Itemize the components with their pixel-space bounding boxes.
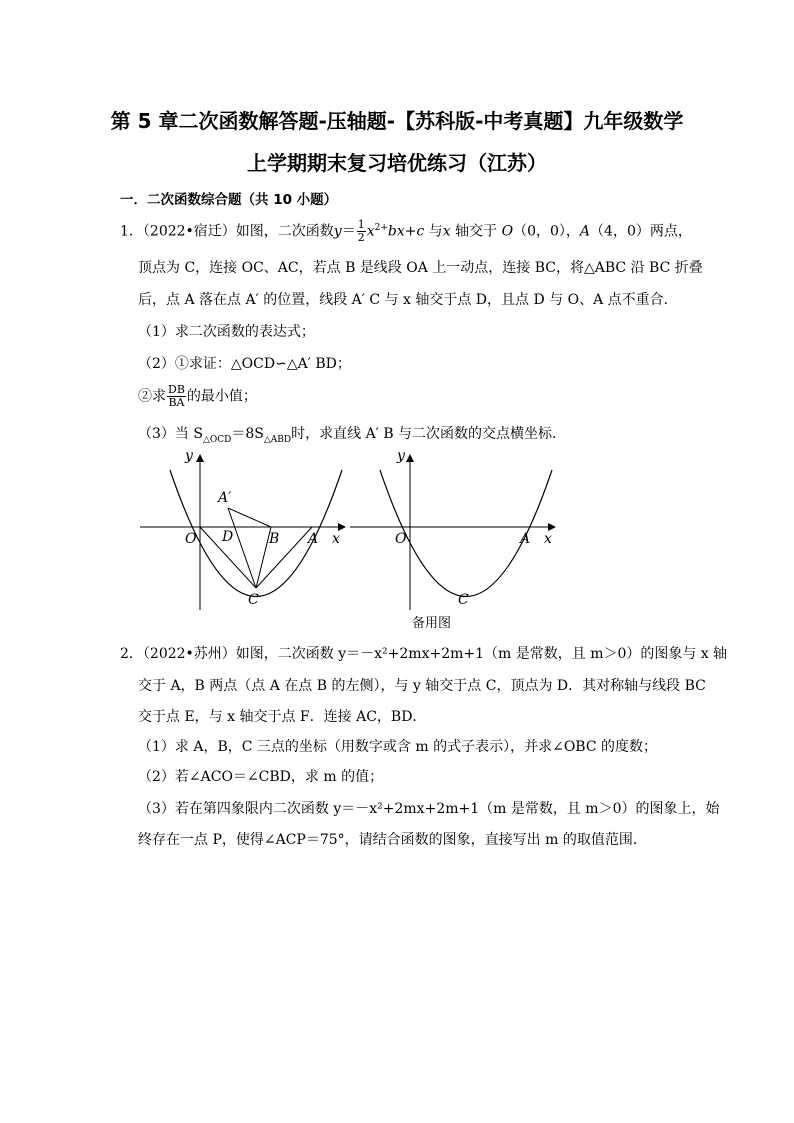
q2-part2: （2）若∠ACO＝∠CBD，求 m 的值； xyxy=(138,769,384,785)
q1-coord-O: （0，0）， xyxy=(513,223,580,240)
label-Ap: A′ xyxy=(218,490,232,506)
q1-figures xyxy=(135,450,565,640)
q1-fraction xyxy=(357,219,366,244)
q1-intersect: 轴交于 xyxy=(450,223,502,240)
q1-part2b-den: BA xyxy=(168,396,185,409)
segment-ApC xyxy=(228,508,256,588)
q1-var-y: y xyxy=(333,223,342,240)
label-y: y xyxy=(185,450,193,464)
q1-part2b xyxy=(138,384,257,409)
segment-ApB xyxy=(228,508,271,527)
label-O-backup: O xyxy=(395,531,407,547)
q1-x-axis: x xyxy=(442,223,451,240)
q1-figure-backup xyxy=(350,450,555,610)
label-C-backup: C xyxy=(458,592,469,608)
q1-part2b-post: 的最小值； xyxy=(186,388,257,405)
q1-part1: （1）求二次函数的表达式； xyxy=(138,324,315,340)
q1-exp: 2+ xyxy=(374,223,388,233)
document-title-line1: 第 5 章二次函数解答题-压轴题-【苏科版-中考真题】九年级数学 xyxy=(110,109,684,133)
q1-line1 xyxy=(120,218,692,244)
q1-part3-b: ＝8S xyxy=(231,426,264,442)
label-x-backup: x xyxy=(544,531,552,547)
q1-part2b-fraction xyxy=(167,384,186,409)
label-A: A xyxy=(308,531,319,547)
q1-var-x: x xyxy=(366,223,375,240)
q1-point-A: A xyxy=(579,223,591,240)
label-y-backup: y xyxy=(397,450,405,464)
q1-part2: （2）①求证：△OCD∽△A′ BD； xyxy=(138,356,351,372)
q2-line3: 交于点 E，与 x 轴交于点 F．连接 AC，BD． xyxy=(138,709,427,725)
label-A-backup: A xyxy=(520,531,531,547)
q1-part3-a: （3）当 S xyxy=(138,426,203,442)
section-heading: 一．二次函数综合题（共 10 小题） xyxy=(120,192,338,208)
q2-part1: （1）求 A，B，C 三点的坐标（用数字或含 m 的式子表示），并求∠OBC 的度数； xyxy=(138,739,658,755)
q1-part3-sub2: △ABD xyxy=(263,434,292,445)
q2-part3a: （3）若在第四象限内二次函数 y＝－x²+2mx+2m+1（m 是常数，且 m＞0）的图象上，始 xyxy=(138,801,720,817)
q1-line1-text: 1．（2022•宿迁）如图，二次函数 xyxy=(120,223,334,240)
q1-and: 与 xyxy=(424,223,443,240)
label-O: O xyxy=(185,531,197,547)
q1-part3 xyxy=(138,424,566,450)
q1-part2b-pre: ②求 xyxy=(138,388,166,405)
q1-point-O: O xyxy=(501,223,514,240)
q2-line2: 交于 A，B 两点（点 A 在点 B 的左侧），与 y 轴交于点 C，顶点为 D．其对称轴与线段 BC xyxy=(138,678,706,694)
q1-coord-A: （4，0）两点， xyxy=(590,223,692,240)
q2-line1: 2．（2022•苏州）如图，二次函数 y＝－x²+2mx+2m+1（m 是常数，且 m＞0）的图象与 x 轴 xyxy=(120,646,728,662)
q1-frac-num: 1 xyxy=(357,218,365,232)
label-C: C xyxy=(248,592,259,608)
document-title-line2: 上学期期末复习培优练习（江苏） xyxy=(247,151,547,175)
q1-eq: ＝ xyxy=(341,223,356,240)
q1-part3-sub1: △OCD xyxy=(202,434,232,445)
label-x: x xyxy=(332,531,340,547)
figure-caption: 备用图 xyxy=(412,616,452,631)
q1-figure-main xyxy=(140,450,345,610)
q1-line3: 后，点 A 落在点 A′ 的位置，线段 A′ C 与 x 轴交于点 D，且点 D 与 O、A 点不重合． xyxy=(138,292,678,308)
q2-part3b: 终存在一点 P，使得∠ACP＝75°，请结合函数的图象，直接写出 m 的取值范围． xyxy=(138,832,647,848)
label-B: B xyxy=(269,531,280,547)
label-D: D xyxy=(222,529,234,545)
q1-part2b-num: DB xyxy=(168,383,185,396)
q1-bxc: bx+c xyxy=(387,223,425,240)
q1-frac-den: 2 xyxy=(357,231,365,245)
q1-line2: 顶点为 C，连接 OC、AC，若点 B 是线段 OA 上一动点，连接 BC，将△ABC 沿 BC 折叠 xyxy=(138,260,703,276)
q1-part3-c: 时，求直线 A′ B 与二次函数的交点横坐标． xyxy=(291,426,567,442)
